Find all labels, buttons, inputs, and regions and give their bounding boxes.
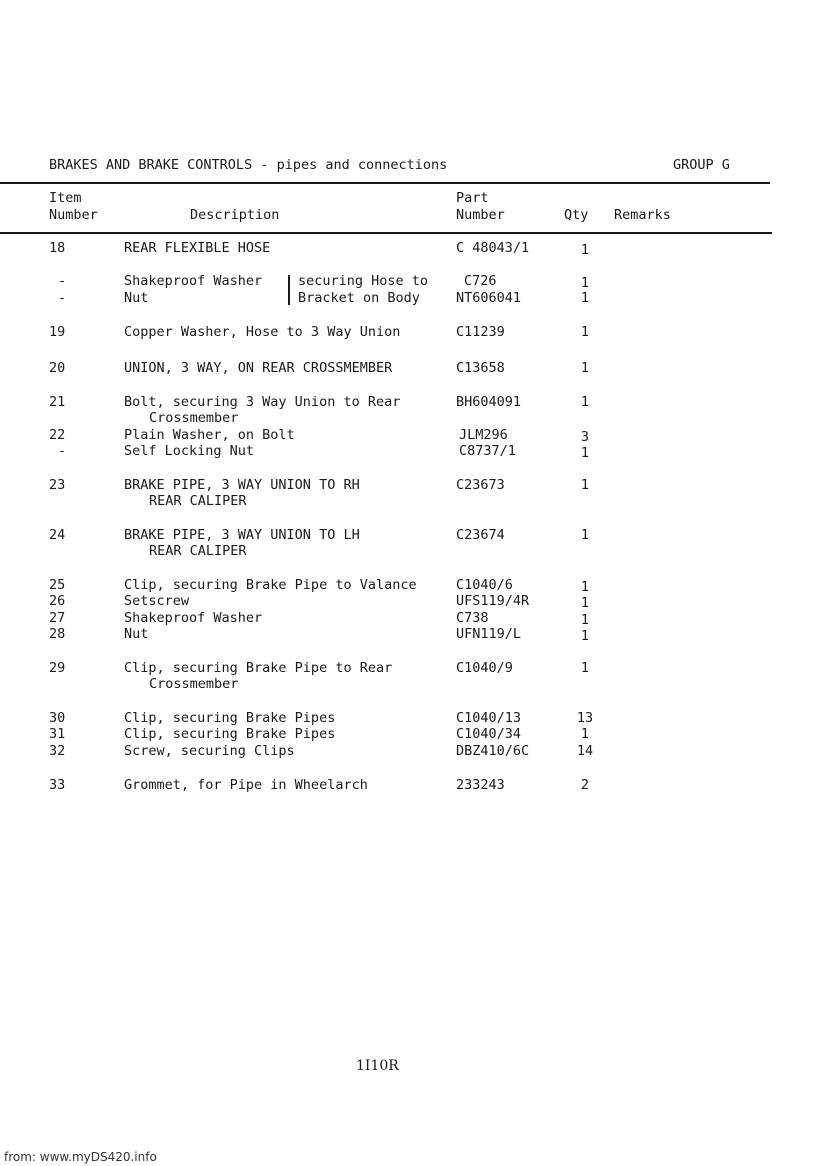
item-number: 25 bbox=[49, 577, 66, 593]
item-number: 31 bbox=[49, 726, 66, 742]
col-description: Description bbox=[190, 207, 280, 223]
quantity: 1 bbox=[580, 394, 590, 410]
item-number: 22 bbox=[49, 427, 66, 443]
item-description: Nut bbox=[124, 626, 149, 642]
table-row bbox=[0, 660, 833, 677]
item-number: - bbox=[58, 273, 67, 289]
table-row bbox=[0, 240, 833, 257]
item-description: REAR CALIPER bbox=[149, 493, 247, 509]
item-description: Plain Washer, on Bolt bbox=[124, 427, 295, 443]
part-number: DBZ410/6C bbox=[456, 743, 530, 759]
item-description: UNION, 3 WAY, ON REAR CROSSMEMBER bbox=[124, 360, 393, 376]
quantity: 1 bbox=[580, 527, 590, 543]
item-number: 28 bbox=[49, 626, 66, 642]
part-number: C1040/6 bbox=[456, 577, 513, 593]
item-number: 21 bbox=[49, 394, 66, 410]
part-number: UFN119/L bbox=[456, 626, 522, 642]
item-description: Copper Washer, Hose to 3 Way Union bbox=[124, 324, 401, 340]
part-number: UFS119/4R bbox=[456, 593, 530, 609]
part-number: NT606041 bbox=[456, 290, 522, 306]
quantity: 1 bbox=[580, 579, 590, 595]
quantity: 3 bbox=[580, 429, 590, 445]
quantity: 1 bbox=[580, 477, 590, 493]
table-row bbox=[0, 527, 833, 544]
quantity: 1 bbox=[580, 628, 590, 644]
item-number: 30 bbox=[49, 710, 66, 726]
section-title: BRAKES AND BRAKE CONTROLS - pipes and connections bbox=[49, 157, 448, 173]
item-description: Nut bbox=[124, 290, 149, 306]
quantity: 1 bbox=[580, 290, 590, 306]
table-row bbox=[0, 777, 833, 794]
part-number: C 48043/1 bbox=[456, 240, 530, 256]
item-number: 29 bbox=[49, 660, 66, 676]
item-number: - bbox=[58, 443, 67, 459]
item-description: Screw, securing Clips bbox=[124, 743, 295, 759]
col-item-line2: Number bbox=[49, 207, 98, 223]
table-row bbox=[0, 410, 833, 427]
table-row bbox=[0, 626, 833, 643]
item-description: Bolt, securing 3 Way Union to Rear bbox=[124, 394, 401, 410]
item-number: 32 bbox=[49, 743, 66, 759]
item-description: Clip, securing Brake Pipes bbox=[124, 726, 336, 742]
quantity: 1 bbox=[580, 595, 590, 611]
table-row bbox=[0, 273, 833, 290]
page-number: 1I10R bbox=[356, 1058, 399, 1074]
quantity: 1 bbox=[580, 275, 590, 291]
item-number: - bbox=[58, 290, 67, 306]
col-item-line1: Item bbox=[49, 190, 82, 206]
table-row bbox=[0, 427, 833, 444]
part-number: C1040/9 bbox=[456, 660, 513, 676]
item-number: 33 bbox=[49, 777, 66, 793]
quantity: 1 bbox=[580, 242, 590, 258]
item-description: Self Locking Nut bbox=[124, 443, 255, 459]
item-description-extra: Bracket on Body bbox=[298, 290, 420, 306]
part-number: C23673 bbox=[456, 477, 505, 493]
part-number: JLM296 bbox=[459, 427, 508, 443]
quantity: 1 bbox=[580, 612, 590, 628]
quantity: 2 bbox=[580, 777, 590, 793]
item-description: Crossmember bbox=[149, 676, 239, 692]
item-description: Clip, securing Brake Pipes bbox=[124, 710, 336, 726]
table-row bbox=[0, 593, 833, 610]
table-row bbox=[0, 290, 833, 307]
item-number: 24 bbox=[49, 527, 66, 543]
item-number: 23 bbox=[49, 477, 66, 493]
item-number: 26 bbox=[49, 593, 66, 609]
part-number: C726 bbox=[464, 273, 497, 289]
item-description: Shakeproof Washer bbox=[124, 273, 263, 289]
table-row bbox=[0, 543, 833, 560]
part-number: C1040/13 bbox=[456, 710, 522, 726]
item-number: 19 bbox=[49, 324, 66, 340]
col-part-line1: Part bbox=[456, 190, 489, 206]
table-row bbox=[0, 710, 833, 727]
item-description: Shakeproof Washer bbox=[124, 610, 263, 626]
table-row bbox=[0, 477, 833, 494]
col-part-line2: Number bbox=[456, 207, 505, 223]
table-row bbox=[0, 493, 833, 510]
item-description: Clip, securing Brake Pipe to Valance bbox=[124, 577, 417, 593]
item-number: 27 bbox=[49, 610, 66, 626]
item-description: BRAKE PIPE, 3 WAY UNION TO RH bbox=[124, 477, 360, 493]
item-description: REAR FLEXIBLE HOSE bbox=[124, 240, 271, 256]
item-description: Crossmember bbox=[149, 410, 239, 426]
grouping-brace bbox=[288, 275, 290, 305]
header-rule-top bbox=[0, 182, 770, 184]
table-row bbox=[0, 676, 833, 693]
part-number: C738 bbox=[456, 610, 489, 626]
table-row bbox=[0, 360, 833, 377]
table-row bbox=[0, 743, 833, 760]
item-description: Clip, securing Brake Pipe to Rear bbox=[124, 660, 393, 676]
col-remarks: Remarks bbox=[614, 207, 671, 223]
source-footer: from: www.myDS420.info bbox=[4, 1150, 157, 1164]
col-qty: Qty bbox=[564, 207, 589, 223]
item-description: Setscrew bbox=[124, 593, 190, 609]
quantity: 14 bbox=[576, 743, 594, 759]
part-number: BH604091 bbox=[456, 394, 522, 410]
item-number: 18 bbox=[49, 240, 66, 256]
group-label: GROUP G bbox=[673, 157, 730, 173]
part-number: C8737/1 bbox=[459, 443, 516, 459]
quantity: 1 bbox=[580, 726, 590, 742]
part-number: C23674 bbox=[456, 527, 505, 543]
item-description: BRAKE PIPE, 3 WAY UNION TO LH bbox=[124, 527, 360, 543]
table-row bbox=[0, 324, 833, 341]
quantity: 1 bbox=[580, 445, 590, 461]
table-row bbox=[0, 577, 833, 594]
item-description: Grommet, for Pipe in Wheelarch bbox=[124, 777, 368, 793]
part-number: C11239 bbox=[456, 324, 505, 340]
part-number: 233243 bbox=[456, 777, 505, 793]
item-number: 20 bbox=[49, 360, 66, 376]
quantity: 1 bbox=[580, 360, 590, 376]
table-row bbox=[0, 726, 833, 743]
part-number: C13658 bbox=[456, 360, 505, 376]
table-row bbox=[0, 610, 833, 627]
quantity: 1 bbox=[580, 660, 590, 676]
quantity: 13 bbox=[576, 710, 594, 726]
table-row bbox=[0, 394, 833, 411]
part-number: C1040/34 bbox=[456, 726, 522, 742]
quantity: 1 bbox=[580, 324, 590, 340]
item-description-extra: securing Hose to bbox=[298, 273, 429, 289]
header-rule-bottom bbox=[0, 232, 772, 234]
item-description: REAR CALIPER bbox=[149, 543, 247, 559]
table-row bbox=[0, 443, 833, 460]
